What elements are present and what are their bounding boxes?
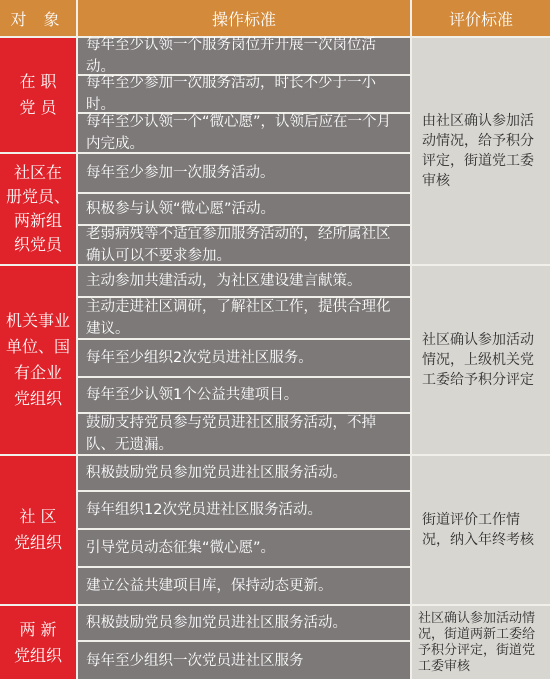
header-operation: 操作标准 (78, 0, 410, 38)
operation-item: 每年至少组织2次党员进社区服务。 (78, 340, 410, 378)
operation-item: 每年组织12次党员进社区服务活动。 (78, 492, 410, 530)
operation-item: 每年至少参加一次服务活动，时长不少于一小时。 (78, 76, 410, 114)
header-evaluation: 评价标准 (412, 0, 550, 38)
operation-item: 建立公益共建项目库，保持动态更新。 (78, 568, 410, 606)
object-institution-party-org: 机关事业 单位、国 有企业 党组织 (0, 266, 76, 456)
operation-item: 主动走进社区调研，了解社区工作，提供合理化建议。 (78, 298, 410, 340)
operation-item: 积极鼓励党员参加党员进社区服务活动。 (78, 606, 410, 642)
operation-item: 积极参与认领“微心愿”活动。 (78, 194, 410, 226)
object-community-party-org: 社 区 党组织 (0, 456, 76, 606)
operation-item: 鼓励支持党员参与党员进社区服务活动，不掉队、无遗漏。 (78, 414, 410, 456)
operation-item: 引导党员动态征集“微心愿”。 (78, 530, 410, 568)
evaluation-two-new: 社区确认参加活动情况，街道两新工委给予积分评定，街道党工委审核 (412, 606, 550, 679)
operation-item: 主动参加共建活动，为社区建设建言献策。 (78, 266, 410, 298)
operation-item: 每年至少认领1个公益共建项目。 (78, 378, 410, 414)
operation-item: 每年至少认领一个服务岗位并开展一次岗位活动。 (78, 38, 410, 76)
object-registered-members: 社区在 册党员、 两新组 织党员 (0, 154, 76, 266)
operation-item: 每年至少认领一个“微心愿”，认领后应在一个月内完成。 (78, 114, 410, 154)
operation-item: 每年至少组织一次党员进社区服务 (78, 642, 410, 679)
object-in-service-members: 在 职 党 员 (0, 38, 76, 154)
object-two-new-party-org: 两 新 党组织 (0, 606, 76, 679)
operation-item: 积极鼓励党员参加党员进社区服务活动。 (78, 456, 410, 492)
operation-item: 每年至少参加一次服务活动。 (78, 154, 410, 194)
evaluation-community: 街道评价工作情况，纳入年终考核 (412, 456, 550, 606)
operation-item: 老弱病残等不适宜参加服务活动的，经所属社区确认可以不要求参加。 (78, 226, 410, 266)
header-object: 对 象 (0, 0, 76, 38)
evaluation-institution: 社区确认参加活动情况，上级机关党工委给予积分评定 (412, 266, 550, 456)
evaluation-members: 由社区确认参加活动情况，给予积分评定，街道党工委审核 (412, 38, 550, 266)
